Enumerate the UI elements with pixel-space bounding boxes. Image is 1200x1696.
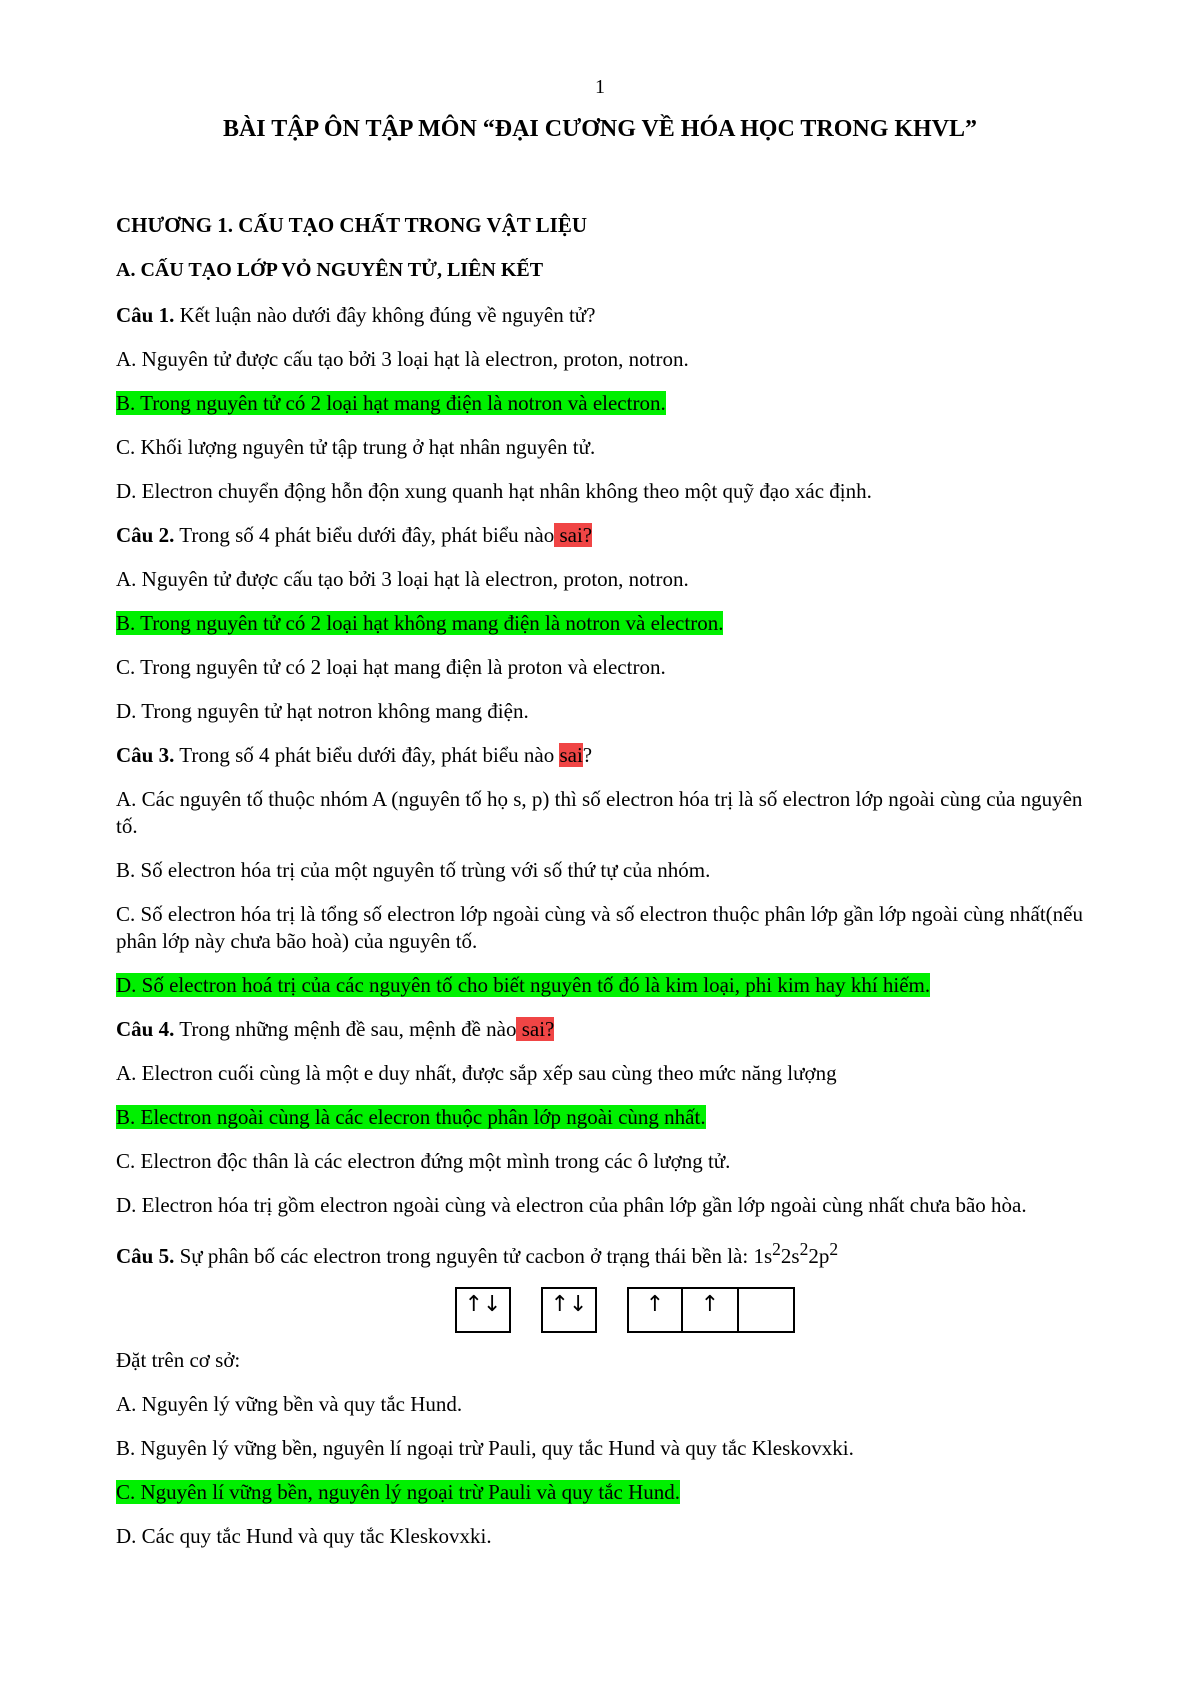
q5-basis: Đặt trên cơ sở: — [116, 1348, 241, 1372]
q5-option-d: D. Các quy tắc Hund và quy tắc Kleskovxki. — [116, 1524, 492, 1548]
question-1 — [116, 302, 1094, 329]
electron-config: $1s^22s^22p^2$ — [753, 1239, 839, 1268]
q1-option-d: D. Electron chuyển động hỗn độn xung quanh hạt nhân không theo một quỹ đạo xác định. — [116, 479, 872, 503]
sai-flag-highlight: sai — [559, 743, 583, 767]
q1-option-a: A. Nguyên tử được cấu tạo bởi 3 loại hạt là electron, proton, notron. — [116, 347, 689, 371]
question-text: Sự phân bố các electron trong nguyên tử cacbon ở trạng thái bền là: — [174, 1244, 754, 1268]
question-text: Trong những mệnh đề sau, mệnh đề nào — [174, 1017, 517, 1041]
orbital-2p — [627, 1287, 795, 1333]
question-label: Câu 1. — [116, 303, 175, 327]
q4-option-b — [116, 1104, 1094, 1131]
orbital-2s — [541, 1287, 597, 1333]
orbital-box: ↑↓ — [455, 1287, 511, 1333]
correct-answer-highlight: B. Electron ngoài cùng là các elecron thuộc phân lớp ngoài cùng nhất. — [116, 1105, 706, 1129]
correct-answer-highlight: D. Số electron hoá trị của các nguyên tố cho biết nguyên tố đó là kim loại, phi kim hay khí hiếm. — [116, 973, 931, 997]
document-body — [116, 212, 1094, 1567]
question-label: Câu 5. — [116, 1244, 175, 1268]
q1-option-b — [116, 390, 1094, 417]
q3-option-c: C. Số electron hóa trị là tổng số electron lớp ngoài cùng và số electron thuộc phân lớp gần lớp ngoài cùng nhất(nếu phân lớp này chưa bão hoà) của nguyên tố. — [116, 902, 1083, 953]
sai-flag-highlight: sai? — [554, 523, 593, 547]
q2-option-d: D. Trong nguyên tử hạt notron không mang điện. — [116, 699, 529, 723]
orbital-box: ↑↓ — [541, 1287, 597, 1333]
question-text: Trong số 4 phát biểu dưới đây, phát biểu nào — [174, 743, 560, 767]
q3-option-b: B. Số electron hóa trị của một nguyên tố trùng với số thứ tự của nhóm. — [116, 858, 711, 882]
question-end: ? — [582, 743, 593, 767]
q1-option-c: C. Khối lượng nguyên tử tập trung ở hạt nhân nguyên tử. — [116, 435, 596, 459]
orbital-box — [739, 1287, 795, 1333]
question-3 — [116, 742, 1094, 769]
q4-option-a: A. Electron cuối cùng là một e duy nhất, được sắp xếp sau cùng theo mức năng lượng — [116, 1061, 837, 1085]
q4-option-c: C. Electron độc thân là các electron đứng một mình trong các ô lượng tử. — [116, 1149, 731, 1173]
orbital-diagram — [116, 1287, 1094, 1333]
q5-option-b: B. Nguyên lý vững bền, nguyên lí ngoại trừ Pauli, quy tắc Hund và quy tắc Kleskovxki. — [116, 1436, 854, 1460]
page-number: 1 — [595, 76, 605, 98]
question-4 — [116, 1016, 1094, 1043]
sai-flag-highlight: sai? — [516, 1017, 555, 1041]
correct-answer-highlight: C. Nguyên lí vững bền, nguyên lý ngoại trừ Pauli và quy tắc Hund. — [116, 1480, 681, 1504]
q5-option-c — [116, 1479, 1094, 1506]
question-text: Kết luận nào dưới đây không đúng về nguyên tử? — [174, 303, 596, 327]
chapter-heading: CHƯƠNG 1. CẤU TẠO CHẤT TRONG VẬT LIỆU — [116, 213, 588, 237]
orbital-box: ↑ — [627, 1287, 683, 1333]
question-label: Câu 2. — [116, 523, 175, 547]
question-5 — [116, 1236, 1094, 1270]
orbital-1s — [455, 1287, 511, 1333]
q3-option-a: A. Các nguyên tố thuộc nhóm A (nguyên tố họ s, p) thì số electron hóa trị là số electron lớp ngoài cùng của nguyên tố. — [116, 787, 1083, 838]
q5-option-a: A. Nguyên lý vững bền và quy tắc Hund. — [116, 1392, 463, 1416]
q4-option-d: D. Electron hóa trị gồm electron ngoài cùng và electron của phân lớp gần lớp ngoài cùng nhất chưa bão hòa. — [116, 1193, 1027, 1217]
q2-option-c: C. Trong nguyên tử có 2 loại hạt mang điện là proton và electron. — [116, 655, 666, 679]
correct-answer-highlight: B. Trong nguyên tử có 2 loại hạt mang điện là notron và electron. — [116, 391, 666, 415]
orbital-box: ↑ — [683, 1287, 739, 1333]
document-title: BÀI TẬP ÔN TẬP MÔN “ĐẠI CƯƠNG VỀ HÓA HỌC TRONG KHVL” — [222, 116, 978, 142]
question-2 — [116, 522, 1094, 549]
question-label: Câu 3. — [116, 743, 175, 767]
q3-option-d — [116, 972, 1094, 999]
q2-option-a: A. Nguyên tử được cấu tạo bởi 3 loại hạt là electron, proton, notron. — [116, 567, 689, 591]
q2-option-b — [116, 610, 1094, 637]
section-heading: A. CẤU TẠO LỚP VỎ NGUYÊN TỬ, LIÊN KẾT — [116, 259, 544, 281]
correct-answer-highlight: B. Trong nguyên tử có 2 loại hạt không mang điện là notron và electron. — [116, 611, 724, 635]
question-label: Câu 4. — [116, 1017, 175, 1041]
question-text: Trong số 4 phát biểu dưới đây, phát biểu nào — [174, 523, 555, 547]
